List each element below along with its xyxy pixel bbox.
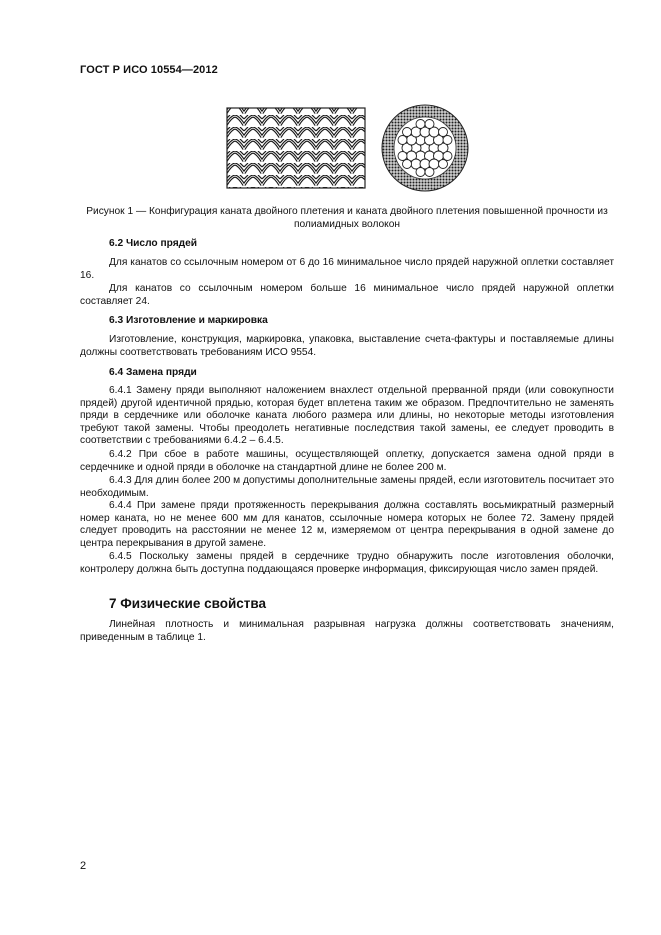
section-heading: 6.4 Замена пряди <box>109 367 197 378</box>
paragraph: 6.4.1 Замену пряди выполняют наложением внахлест отдельной прерванной пряди (или совокупности прядей) другой идентичной прядью, которая будет вплетена таким же образом. Предпочтительно не заменять пряди в сердечнике или оболочке каната любого размера или длины, но некоторые методы изготовления требуют такой замены. Чтобы преодолеть негативные последствия такой замены, ее следует проводить в соответствии с требованиями 6.4.2 – 6.4.5. <box>80 385 614 447</box>
paragraph: Изготовление, конструкция, маркировка, упаковка, выставление счета-фактуры и поставляемые длины должны соответствовать требованиям ИСО 9554. <box>80 334 614 358</box>
paragraph: Линейная плотность и минимальная разрывная нагрузка должны соответствовать значениям, приведенным в таблице 1. <box>80 619 614 643</box>
paragraph: 6.4.4 При замене пряди протяженность перекрывания должна составлять восьмикратный размерный номер каната, но не менее 600 мм для канатов, ссылочные номера которых не более 72. Замену прядей следует проводить на расстоянии не менее 12 м, измеряемом от центра перекрывания в одной замене до центра перекрывания в другой замене. <box>80 500 614 549</box>
paragraph: 6.4.2 При сбое в работе машины, осуществляющей оплетку, допускается замена одной пряди в сердечнике и одной пряди в оболочке на стандартной длине не более 200 м. <box>80 449 614 473</box>
page-number: 2 <box>80 860 87 872</box>
braided-rope-drawing <box>227 108 365 188</box>
paragraph: 6.4.3 Для длин более 200 м допустимы дополнительные замены прядей, если изготовитель посчитает это необходимым. <box>80 475 614 499</box>
paragraph: Для канатов со ссылочным номером больше 16 минимальное число прядей наружной оплетки составляет 24. <box>80 283 614 307</box>
section-heading: 6.3 Изготовление и маркировка <box>109 315 268 326</box>
paragraph: 6.4.5 Поскольку замены прядей в сердечнике трудно обнаружить после изготовления оболочки, контролеру должна быть доступна поддающаяся проверке информация, фиксирующая число замен прядей. <box>80 551 614 575</box>
figure-caption: Рисунок 1 — Конфигурация каната двойного плетения и каната двойного плетения повышенной прочности из полиамидных волокон <box>86 206 608 230</box>
paragraph: Для канатов со ссылочным номером от 6 до 16 минимальное число прядей наружной оплетки составляет 16. <box>80 257 614 281</box>
document-header: ГОСТ Р ИСО 10554—2012 <box>80 64 218 76</box>
rope-cross-section-drawing <box>382 105 468 191</box>
rope-figure <box>226 103 470 193</box>
section-heading-large: 7 Физические свойства <box>109 596 267 611</box>
section-heading: 6.2 Число прядей <box>109 238 198 249</box>
